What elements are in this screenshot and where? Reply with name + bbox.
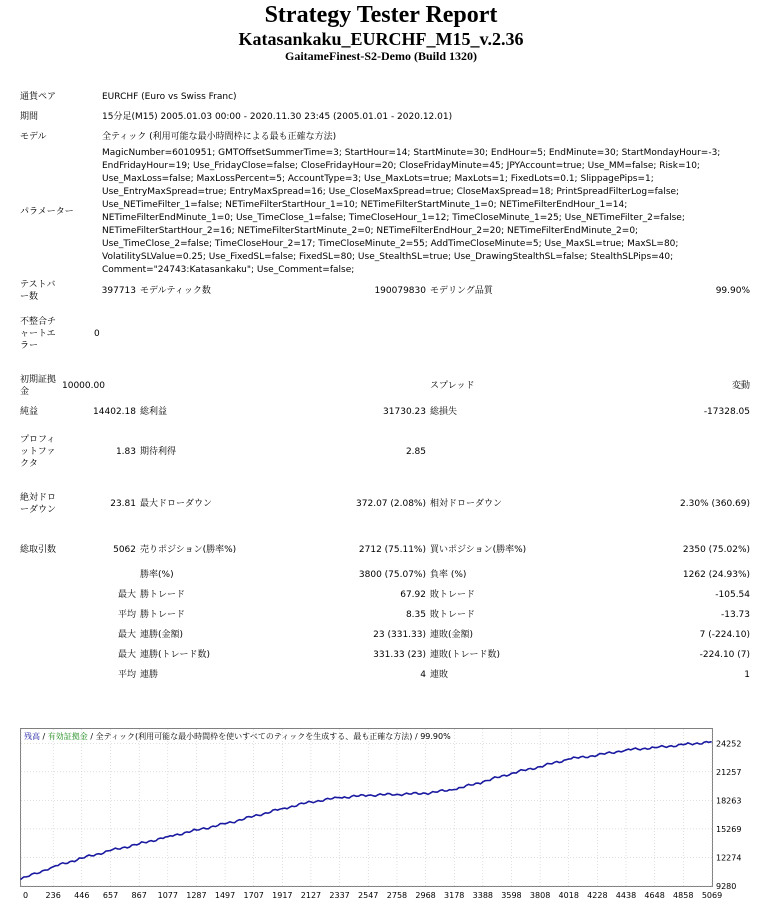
balance-point bbox=[196, 829, 198, 831]
bars-label: テストバー数 bbox=[20, 280, 56, 302]
model-label: モデル bbox=[20, 131, 47, 142]
balance-point bbox=[253, 815, 255, 817]
largest-loss-value: -105.54 bbox=[715, 590, 751, 600]
params-value: MagicNumber=6010951; GMTOffsetSummerTime=3; StartHour=14; StartMinute=30; EndHour=5; EndMinute=30; StartMondayHour=-3; EndFridayHour=19; Use_FridayClose=false; CloseFridayHour=20; CloseFridayMinute=45; JPYAccount=true; Use_MM=false; Risk=10; Use_MaxLoss=false; MaxLossPercent=5; AccountType=3; Use_MaxLots=true; MaxLots=1; FixedLots=0.1; SlippagePips=1; Use_EntryMaxSpread=true; EntryMaxSpread=16; Use_CloseMaxSpread=true; CloseMaxSpread=18; PrintSpreadFilterLog=false; Use_NETimeFilter_1=false; NETimeFilterStartHour_1=10; NETimeFilterStartMinute_1=0; NETimeFilterEndHour_1=14; NETimeFilterEndMinute_1=0; Use_TimeClose_1=false; TimeCloseHour_1=12; TimeCloseMinute_1=25; Use_NETimeFilter_2=false; NETimeFilterStartHour_2=16; NETimeFilterStartMinute_2=0; NETimeFilterEndHour_2=20; NETimeFilterEndMinute_2=0; Use_TimeClose_2=false; TimeCloseHour_2=17; TimeCloseMinute_2=55; AddTimeCloseMinute=5; Use_MaxSL=true; MaxSL=80; VolatilitySLValue=0.25; Use_FixedSL=false; FixedSL=80; Use_StealthSL=true; Use_DrawingStealthSL=false; StealthSLPips=40; Comment="24743:Katasankaku"; Use_Comment=false; bbox=[102, 148, 721, 275]
balance-point bbox=[367, 794, 369, 796]
x-tick-label: 3388 bbox=[472, 891, 494, 900]
largest-win-label: 勝トレード bbox=[140, 590, 186, 600]
x-tick-label: 4018 bbox=[558, 891, 579, 900]
balance-point bbox=[110, 850, 112, 852]
loss-rate-value: 1262 (24.93%) bbox=[682, 570, 751, 580]
balance-point bbox=[710, 741, 712, 743]
model-value: 全ティック (利用可能な最小時間枠による最も正確な方法) bbox=[102, 131, 337, 142]
expected-payoff-value: 2.85 bbox=[405, 447, 426, 457]
max-consec-loss-money-label: 連敗(金額) bbox=[430, 630, 474, 640]
x-tick-label: 5069 bbox=[701, 891, 723, 900]
x-tick-label: 1707 bbox=[243, 891, 264, 900]
gross-profit-label: 総利益 bbox=[140, 407, 168, 417]
y-tick-label: 24252 bbox=[716, 739, 742, 749]
x-tick-label: 1497 bbox=[214, 891, 236, 900]
profit-factor-value: 1.83 bbox=[115, 447, 136, 457]
max-consec-loss-trades-label: 連敗(トレード数) bbox=[430, 650, 501, 660]
largest-word: 最大 bbox=[117, 590, 136, 600]
balance-point bbox=[167, 836, 169, 838]
bars-value: 397713 bbox=[101, 286, 136, 296]
ea-name: Katasankaku_EURCHF_M15_v.2.36 bbox=[238, 29, 524, 49]
spread-label: スプレッド bbox=[430, 381, 475, 391]
mismatch-label: 不整合チャートエラー bbox=[20, 317, 57, 351]
x-tick-label: 3598 bbox=[501, 891, 522, 900]
x-tick-label: 2337 bbox=[329, 891, 350, 900]
average-win-label: 勝トレード bbox=[140, 610, 186, 620]
balance-point bbox=[539, 766, 541, 768]
x-tick-label: 4228 bbox=[587, 891, 608, 900]
balance-point bbox=[224, 823, 226, 825]
expected-payoff-label: 期待利得 bbox=[140, 447, 177, 457]
max-consec-money-word: 最大 bbox=[117, 630, 136, 640]
deposit-label: 初期証拠金 bbox=[20, 375, 57, 397]
balance-point bbox=[425, 793, 427, 795]
balance-point bbox=[597, 754, 599, 756]
report-title: Strategy Tester Report bbox=[264, 2, 498, 28]
net-profit-value: 14402.18 bbox=[93, 407, 136, 417]
legend-separator-1: / bbox=[42, 732, 48, 741]
x-tick-label: 2758 bbox=[386, 891, 408, 900]
x-tick-label: 4438 bbox=[615, 891, 637, 900]
absolute-drawdown-value: 23.81 bbox=[110, 499, 136, 509]
params-label: パラメーター bbox=[20, 207, 74, 217]
y-tick-label: 9280 bbox=[716, 882, 737, 891]
balance-point bbox=[310, 801, 312, 803]
balance-point bbox=[682, 744, 684, 746]
symbol-value: EURCHF (Euro vs Swiss Franc) bbox=[102, 91, 237, 102]
x-tick-label: 2127 bbox=[300, 891, 322, 900]
balance-point bbox=[396, 793, 398, 795]
period-value: 15分足(M15) 2005.01.03 00:00 - 2020.11.30 23:45 (2005.01.01 - 2020.12.01) bbox=[102, 111, 453, 122]
x-tick-label: 4858 bbox=[673, 891, 694, 900]
total-trades-label: 総取引数 bbox=[20, 545, 57, 555]
ticks-label: モデルティック数 bbox=[140, 286, 211, 296]
x-tick-label: 4648 bbox=[644, 891, 665, 900]
x-tick-label: 236 bbox=[45, 891, 61, 900]
balance-point bbox=[282, 808, 284, 810]
long-positions-label: 買いポジション(勝率%) bbox=[430, 545, 527, 555]
x-tick-label: 657 bbox=[102, 891, 119, 900]
x-tick-label: 2968 bbox=[415, 891, 436, 900]
max-drawdown-value: 372.07 (2.08%) bbox=[356, 499, 426, 509]
spread-value: 変動 bbox=[732, 381, 751, 391]
average-word: 平均 bbox=[117, 610, 136, 620]
balance-chart bbox=[20, 728, 742, 902]
avg-consec-win-label: 連勝 bbox=[140, 670, 159, 680]
x-tick-label: 1917 bbox=[272, 891, 293, 900]
legend-equity: 有効証拠金 bbox=[47, 732, 88, 741]
x-tick-label: 1287 bbox=[186, 891, 207, 900]
legend-separator-2: / bbox=[90, 732, 96, 741]
quality-label: モデリング品質 bbox=[430, 286, 493, 296]
x-tick-label: 3808 bbox=[529, 891, 551, 900]
max-consec-trades-word: 最大 bbox=[117, 650, 136, 660]
average-loss-value: -13.73 bbox=[721, 610, 751, 620]
avg-consec-loss-label: 連敗 bbox=[430, 670, 449, 680]
report-table bbox=[18, 86, 752, 685]
max-drawdown-label: 最大ドローダウン bbox=[140, 499, 213, 509]
period-label: 期間 bbox=[20, 111, 39, 122]
avg-consec-loss-value: 1 bbox=[744, 670, 751, 680]
max-consec-loss-money-value: 7 (-224.10) bbox=[699, 630, 751, 640]
y-tick-label: 12274 bbox=[716, 853, 742, 863]
max-consec-win-money-label: 連勝(金額) bbox=[140, 630, 184, 640]
avg-consec-win-value: 4 bbox=[420, 670, 426, 680]
quality-value: 99.90% bbox=[715, 286, 751, 296]
absolute-drawdown-label: 絶対ドローダウン bbox=[20, 493, 57, 515]
y-tick-label: 21257 bbox=[716, 767, 742, 777]
x-tick-label: 867 bbox=[131, 891, 147, 900]
largest-loss-label: 敗トレード bbox=[430, 590, 476, 600]
gross-profit-value: 31730.23 bbox=[383, 407, 426, 417]
average-loss-label: 敗トレード bbox=[430, 610, 476, 620]
loss-rate-label: 負率 (%) bbox=[430, 570, 467, 580]
net-profit-label: 純益 bbox=[20, 407, 39, 417]
max-consec-win-trades-label: 連勝(トレード数) bbox=[140, 650, 211, 660]
gross-loss-label: 総損失 bbox=[430, 407, 458, 417]
legend-text bbox=[24, 731, 451, 741]
average-win-value: 8.35 bbox=[405, 610, 426, 620]
y-tick-label: 18263 bbox=[716, 796, 742, 806]
balance-point bbox=[482, 781, 484, 783]
legend-balance: 残高 bbox=[24, 732, 40, 741]
balance-point bbox=[138, 843, 140, 845]
balance-point bbox=[654, 747, 656, 749]
ticks-value: 190079830 bbox=[374, 286, 426, 296]
balance-point bbox=[339, 797, 341, 799]
balance-point bbox=[511, 773, 513, 775]
short-positions-label: 売りポジション(勝率%) bbox=[140, 545, 237, 555]
relative-drawdown-value: 2.30% (360.69) bbox=[680, 499, 751, 509]
legend-separator-3: / bbox=[414, 732, 421, 741]
win-rate-value: 3800 (75.07%) bbox=[358, 570, 426, 580]
x-tick-label: 1077 bbox=[157, 891, 178, 900]
legend-model: 全ティック(利用可能な最小時間枠を使いすべてのティックを生成する、最も正確な方法) bbox=[95, 732, 413, 741]
balance-point bbox=[453, 789, 455, 791]
deposit-value: 10000.00 bbox=[62, 381, 105, 391]
relative-drawdown-label: 相対ドローダウン bbox=[430, 499, 503, 509]
legend-quality: 99.90% bbox=[420, 732, 451, 741]
win-rate-label: 勝率(%) bbox=[140, 570, 174, 580]
x-tick-label: 446 bbox=[74, 891, 90, 900]
total-trades-value: 5062 bbox=[113, 545, 136, 555]
short-positions-value: 2712 (75.11%) bbox=[358, 545, 426, 555]
mismatch-value: 0 bbox=[94, 329, 100, 339]
x-tick-label: 0 bbox=[23, 891, 29, 900]
x-tick-label: 2547 bbox=[358, 891, 379, 900]
largest-win-value: 67.92 bbox=[400, 590, 426, 600]
max-consec-win-money-value: 23 (331.33) bbox=[373, 630, 426, 640]
long-positions-value: 2350 (75.02%) bbox=[682, 545, 751, 555]
balance-point bbox=[52, 866, 54, 868]
balance-point bbox=[81, 857, 83, 859]
profit-factor-label: プロフィットファクタ bbox=[20, 435, 56, 469]
y-tick-label: 15269 bbox=[716, 824, 742, 834]
avg-consec-word: 平均 bbox=[117, 670, 136, 680]
symbol-label: 通貨ペア bbox=[20, 91, 57, 102]
balance-point bbox=[568, 758, 570, 760]
x-tick-label: 3178 bbox=[444, 891, 465, 900]
max-consec-win-trades-value: 331.33 (23) bbox=[373, 650, 426, 660]
balance-point bbox=[20, 878, 22, 880]
max-consec-loss-trades-value: -224.10 (7) bbox=[699, 650, 751, 660]
balance-chart-container bbox=[20, 728, 742, 902]
balance-point bbox=[625, 749, 627, 751]
gross-loss-value: -17328.05 bbox=[703, 407, 751, 417]
server-name: GaitameFinest-S2-Demo (Build 1320) bbox=[285, 49, 477, 63]
